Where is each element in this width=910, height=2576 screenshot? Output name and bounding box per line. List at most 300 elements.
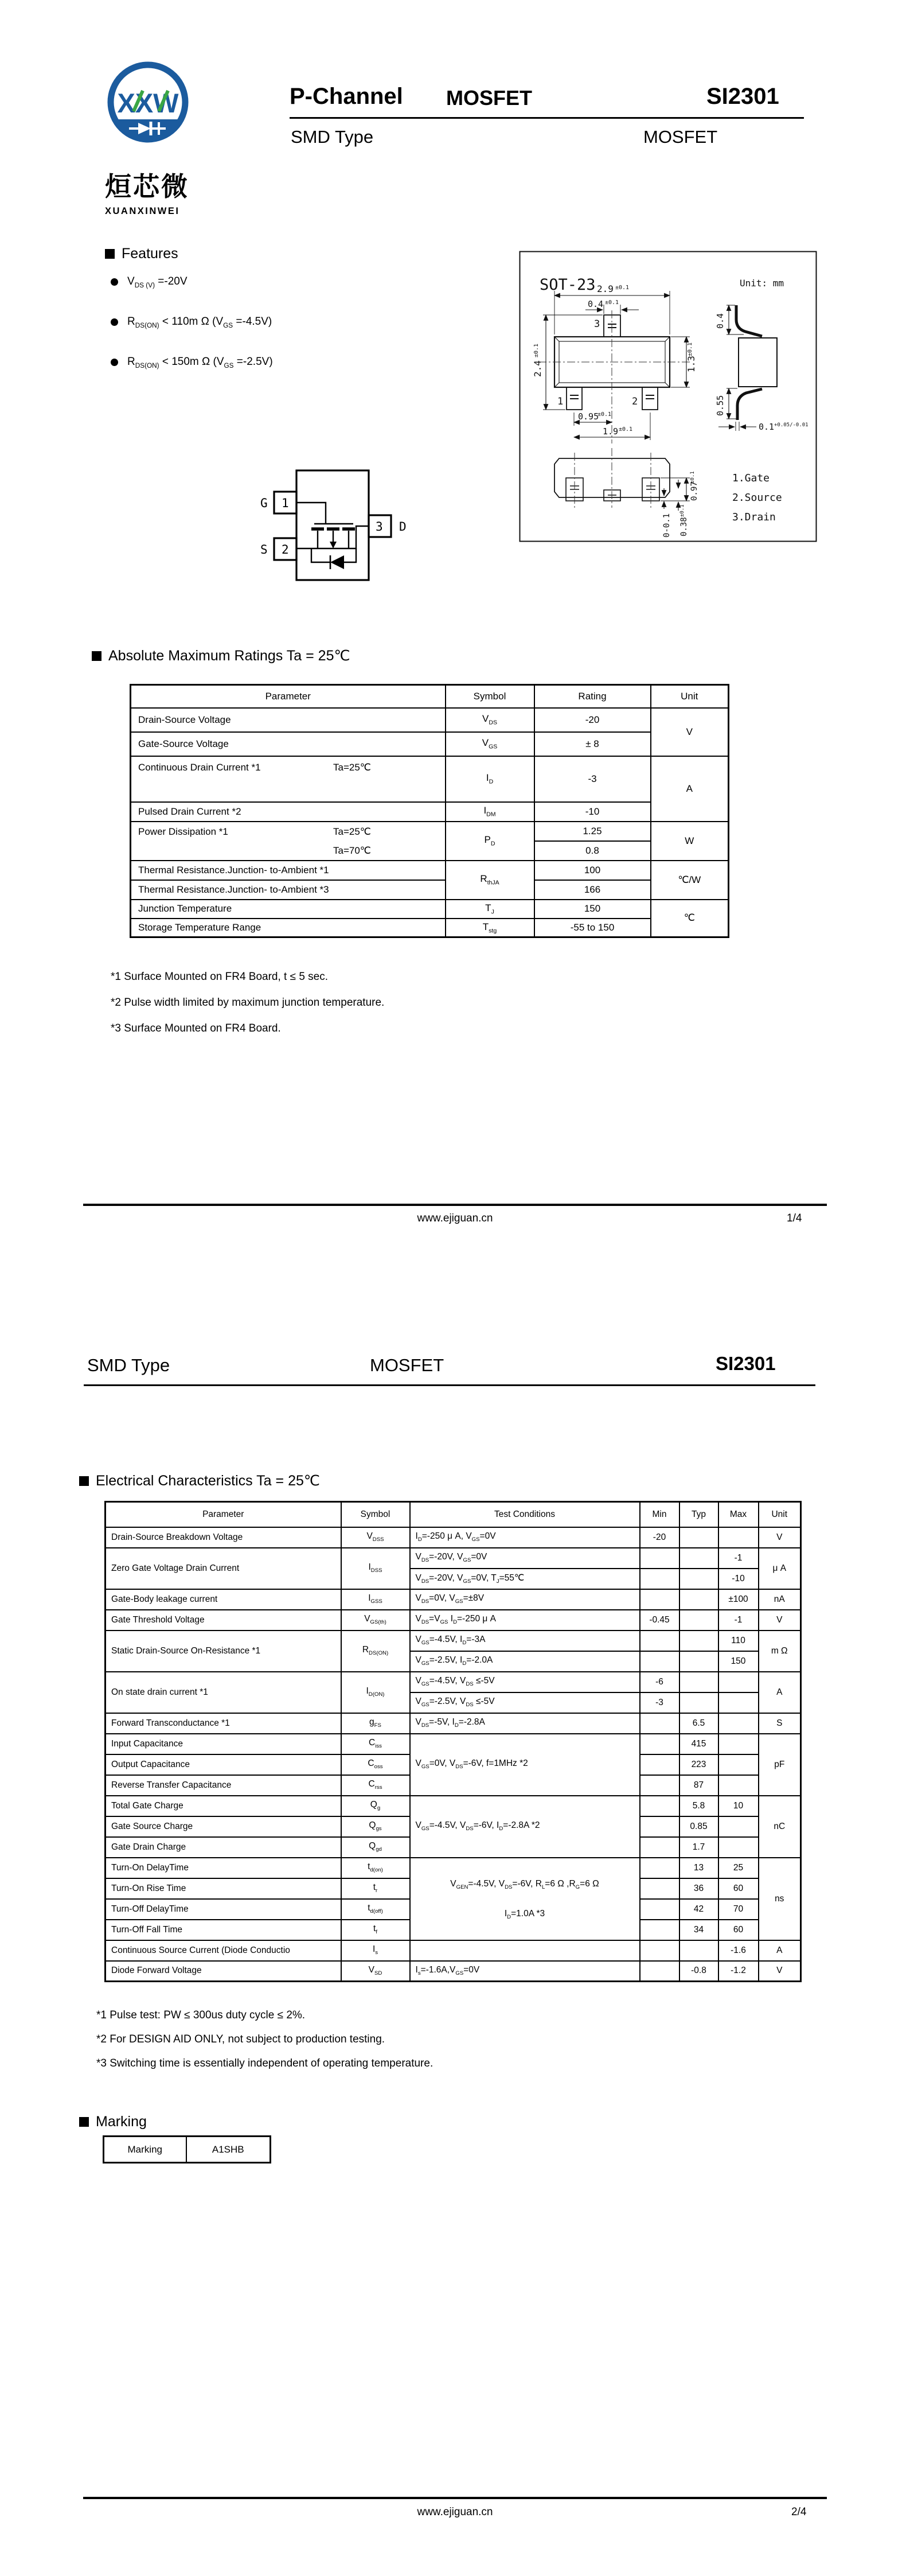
rating-cell: 166 [534,880,651,900]
cond-cell: $V_{DS}=V_{GS}$ $I_D=-250$ μ A [410,1610,640,1631]
body-diode [330,555,344,569]
section-heading-marking [79,2114,147,2130]
bullet-icon [111,318,118,326]
table-row [131,708,729,732]
table-row [106,1631,801,1651]
typ-cell [679,1940,718,1961]
symbol-cell: $V_{DS}$ [446,708,534,732]
page-number: 1/4 [787,1212,802,1224]
dimension-lines [543,291,690,440]
max-cell: 110 [718,1631,759,1651]
typ-cell: 5.8 [679,1796,718,1816]
table-row [106,1610,801,1631]
section-heading-electrical [79,1472,320,1489]
header-left: SMD Type [87,1355,170,1375]
param-cell: Thermal Resistance.Junction- to-Ambient *1 [131,861,446,880]
table-row [106,1858,801,1878]
title-family: P-Channel [290,84,403,109]
rating-cell: 0.8 [534,841,651,861]
param-cell: Zero Gate Voltage Drain Current [106,1548,341,1589]
svg-text:2.Source: 2.Source [732,492,782,504]
max-cell: ±100 [718,1589,759,1610]
max-cell: -1 [718,1610,759,1631]
typ-cell [679,1672,718,1692]
max-cell: 70 [718,1899,759,1920]
max-cell [718,1754,759,1775]
header-part-number: SI2301 [716,1353,776,1374]
typ-cell [679,1610,718,1631]
param-cell: Turn-Off DelayTime [106,1899,341,1920]
feature-item [111,356,273,369]
typ-cell [679,1569,718,1589]
param-cell: Continuous Source Current (Diode Conductio [106,1940,341,1961]
pin2-number: 2 [632,396,638,407]
pin-diagram-outline [274,470,391,580]
logo-monogram: XXW [117,88,179,118]
param-cell: Turn-On Rise Time [106,1878,341,1899]
svg-text:+0.05/-0.01: +0.05/-0.01 [774,422,809,428]
cond-cell: $V_{DS}=0V$, $V_{GS}=\pm 8V$ [410,1589,640,1610]
max-cell: 10 [718,1796,759,1816]
max-cell [718,1672,759,1692]
min-cell [640,1858,679,1878]
symbol-cell: $V_{SD}$ [341,1961,410,1982]
svg-text:±0.1: ±0.1 [533,343,540,357]
svg-text:1.Gate: 1.Gate [732,472,770,484]
mosfet-arrow [330,542,337,548]
max-cell [718,1713,759,1734]
symbol-cell: $t_{d(on)}$ [341,1858,410,1878]
symbol-cell: $V_{GS(th)}$ [341,1610,410,1631]
symbol-cell: $I_{GSS}$ [341,1589,410,1610]
typ-cell: 1.7 [679,1837,718,1858]
cond-cell: $V_{GS}=-4.5V$, $I_D=-3A$ [410,1631,640,1651]
table-row [106,1796,801,1816]
unit-cell: ℃/W [651,861,729,900]
subtitle-left: SMD Type [291,127,374,147]
param-cell: Pulsed Drain Current *2 [131,802,446,822]
header-cell: Unit [759,1502,801,1527]
electrical-heading-label: Electrical Characteristics Ta = 25℃ [96,1473,320,1489]
unit-cell: nC [759,1796,801,1858]
unit-cell: A [759,1940,801,1961]
pin1-num: 1 [282,496,289,510]
typ-cell: 42 [679,1899,718,1920]
typ-cell: 415 [679,1734,718,1754]
symbol-cell: $Q_{gs}$ [341,1816,410,1837]
rating-cell: ± 8 [534,732,651,756]
rating-cell: -10 [534,802,651,822]
footer-url: www.ejiguan.cn [417,1212,493,1224]
svg-text:±0.1: ±0.1 [690,471,696,484]
table-header-row [106,1502,801,1527]
param-cell: Reverse Transfer Capacitance [106,1775,341,1796]
param-cell: Static Drain-Source On-Resistance *1 [106,1631,341,1672]
param-cell [131,822,446,861]
symbol-cell: $Q_{gd}$ [341,1837,410,1858]
min-cell [640,1548,679,1569]
typ-cell [679,1631,718,1651]
header-cell: Test Conditions [410,1502,640,1527]
svg-text:0-0.1: 0-0.1 [662,513,671,538]
param-cell [131,756,446,802]
unit-cell: V [759,1527,801,1548]
unit-cell: S [759,1713,801,1734]
table-row [106,1713,801,1734]
footnote: *1 Pulse test: PW ≤ 300us duty cycle ≤ 2%. [96,2009,306,2021]
symbol-cell: $C_{iss}$ [341,1734,410,1754]
svg-text:0.38: 0.38 [679,517,689,536]
min-cell [640,1837,679,1858]
param-cell: Gate Threshold Voltage [106,1610,341,1631]
svg-text:0.4: 0.4 [715,313,725,329]
param-cell: Forward Transconductance *1 [106,1713,341,1734]
pin1-number: 1 [557,396,564,407]
param-cell: Drain-Source Breakdown Voltage [106,1527,341,1548]
footnote: *1 Surface Mounted on FR4 Board, t ≤ 5 sec. [111,971,329,983]
unit-cell: μ A [759,1548,801,1589]
mosfet-symbol [296,503,369,569]
brand-logo [105,57,191,217]
symbol-cell: $C_{rss}$ [341,1775,410,1796]
param-cell: Total Gate Charge [106,1796,341,1816]
unit-cell: V [651,708,729,756]
max-cell: -10 [718,1569,759,1589]
min-cell [640,1961,679,1982]
unit-cell: W [651,822,729,861]
unit-label: Unit: mm [740,278,784,289]
unit-cell: V [759,1610,801,1631]
cond-cell [410,1858,640,1940]
bottom-dimension-lines [661,478,690,511]
table-row [106,1672,801,1692]
min-cell [640,1589,679,1610]
symbol-cell: $I_D$ [446,756,534,802]
logo-english-name: XUANXINWEI [105,206,180,216]
marking-value-cell: A1SHB [186,2137,271,2163]
typ-cell [679,1527,718,1548]
part-number: SI2301 [706,84,779,109]
symbol-cell: $V_{DSS}$ [341,1527,410,1548]
svg-text:3.Drain: 3.Drain [732,511,776,523]
param-cell: Output Capacitance [106,1754,341,1775]
symbol-cell: $I_{DSS}$ [341,1548,410,1589]
unit-cell: nA [759,1589,801,1610]
max-cell [718,1837,759,1858]
table-row [131,822,729,841]
typ-cell: 223 [679,1754,718,1775]
param-text: Power Dissipation *1 [138,826,228,837]
svg-text:±0.1: ±0.1 [605,299,619,306]
param-cell: Thermal Resistance.Junction- to-Ambient *3 [131,880,446,900]
param-cell: Gate-Body leakage current [106,1589,341,1610]
cond-cell: $V_{DS}=-20V$, $V_{GS}=0V$, $T_J=55℃$ [410,1569,640,1589]
drain-label: D [399,520,407,534]
svg-text:0.97: 0.97 [690,481,699,501]
footnote: *2 For DESIGN AID ONLY, not subject to production testing. [96,2033,385,2045]
pin-diagram [252,458,416,587]
typ-cell: 13 [679,1858,718,1878]
symbol-cell: $t_r$ [341,1878,410,1899]
param-text: Continuous Drain Current *1 [138,761,261,773]
param-condition: Ta=70℃ [333,845,371,856]
header-cell: Parameter [106,1502,341,1527]
svg-text:0.4: 0.4 [588,299,604,309]
param-cell: Input Capacitance [106,1734,341,1754]
min-cell [640,1775,679,1796]
unit-cell: ℃ [651,900,729,937]
min-cell [640,1796,679,1816]
symbol-cell: $P_D$ [446,822,534,861]
header-cell: Typ [679,1502,718,1527]
header-cell: Symbol [341,1502,410,1527]
square-bullet-icon [79,1476,89,1486]
typ-cell: -0.8 [679,1961,718,1982]
table-row [131,756,729,802]
min-cell [640,1920,679,1940]
table-row [106,1548,801,1569]
svg-text:±0.1: ±0.1 [679,504,685,517]
svg-text:2.4: 2.4 [532,360,543,377]
min-cell [640,1899,679,1920]
square-bullet-icon [79,2117,89,2127]
typ-cell: 0.85 [679,1816,718,1837]
min-cell: -0.45 [640,1610,679,1631]
rating-cell: 150 [534,900,651,919]
header-cell: Min [640,1502,679,1527]
feature-text: $V_{DS (V)} =-20V$ [127,275,188,289]
svg-text:1.3: 1.3 [686,356,697,372]
header-cell: Max [718,1502,759,1527]
param-condition: Ta=25℃ [333,761,371,773]
marking-heading-label: Marking [96,2114,147,2130]
param-cell: Gate Source Charge [106,1816,341,1837]
cond-cell: $V_{DS}=-5V$, $I_D=-2.8A$ [410,1713,640,1734]
rating-cell: -20 [534,708,651,732]
table-row [106,1961,801,1982]
bullet-icon [111,359,118,366]
footnote: *2 Pulse width limited by maximum junction temperature. [111,997,385,1009]
section-heading-features [105,246,178,262]
title-underline [290,117,804,119]
pin-legend [732,472,782,523]
cond-cell: $V_{GS}=0V$, $V_{DS}=-6V$, f=1MHz *2 [410,1734,640,1796]
svg-text:2.9: 2.9 [597,283,614,294]
svg-text:±0.1: ±0.1 [615,285,630,291]
symbol-cell: $T_{stg}$ [446,919,534,937]
header-center: MOSFET [370,1355,444,1375]
max-cell: -1.6 [718,1940,759,1961]
min-cell [640,1569,679,1589]
header-underline [84,1384,815,1386]
typ-cell: 87 [679,1775,718,1796]
svg-text:1.9: 1.9 [603,426,619,437]
unit-cell: V [759,1961,801,1982]
param-cell: Turn-On DelayTime [106,1858,341,1878]
table-row [104,2137,271,2163]
marking-table [103,2135,271,2163]
title-type: MOSFET [446,86,532,110]
table-row [131,880,729,900]
section-heading-abs-max [92,647,350,664]
marking-label-cell: Marking [104,2137,186,2163]
min-cell [640,1631,679,1651]
max-cell: -1.2 [718,1961,759,1982]
table-row [106,1940,801,1961]
rating-cell: 100 [534,861,651,880]
package-drawing [519,251,817,542]
header-cell: Parameter [131,685,446,708]
symbol-cell: $I_{D(ON)}$ [341,1672,410,1713]
cond-cell: $V_{GS}=-2.5V$, $I_D=-2.0A$ [410,1651,640,1672]
typ-cell [679,1692,718,1713]
electrical-characteristics-table [104,1501,802,1982]
cond-cell: $I_D=-250$ μ A, $V_{GS}=0V$ [410,1527,640,1548]
unit-cell: A [651,756,729,822]
max-cell [718,1527,759,1548]
param-condition: Ta=25℃ [333,826,371,837]
svg-text:0.95: 0.95 [578,411,599,422]
cond-cell: $V_{DS}=-20V$, $V_{GS}=0V$ [410,1548,640,1569]
source-label: S [260,543,268,557]
table-row [106,1734,801,1754]
min-cell [640,1734,679,1754]
bullet-icon [111,278,118,286]
typ-cell: 34 [679,1920,718,1940]
unit-cell: A [759,1672,801,1713]
pin3-number: 3 [594,318,600,330]
table-row [131,802,729,822]
subtitle-right: MOSFET [643,127,718,147]
header-cell: Symbol [446,685,534,708]
unit-cell: m Ω [759,1631,801,1672]
min-cell: -20 [640,1527,679,1548]
max-cell: 150 [718,1651,759,1672]
logo-chinese-name: 烜芯微 [105,172,189,201]
min-cell [640,1940,679,1961]
dimension-labels [532,283,697,437]
cond-cell: $V_{GS}=-2.5V$, $V_{DS} \le-5V$ [410,1692,640,1713]
feature-text: $R_{DS(ON)} < 150m$ Ω $(V_{GS} =-2.5V)$ [127,356,273,369]
unit-cell: ns [759,1858,801,1940]
square-bullet-icon [92,651,101,661]
rating-cell: -3 [534,756,651,802]
table-row [131,732,729,756]
table-row [106,1589,801,1610]
min-cell [640,1651,679,1672]
param-cell: Gate Drain Charge [106,1837,341,1858]
svg-text:0.1: 0.1 [759,422,775,432]
symbol-cell: $T_J$ [446,900,534,919]
symbol-cell: $I_{DM}$ [446,802,534,822]
cond-cell [410,1940,640,1961]
cond-line: $V_{GEN}=-4.5V$, $V_{DS}=-6V$, $R_L=6$ Ω $,R_G=6$ Ω [450,1878,599,1890]
footnote: *3 Switching time is essentially independent of operating temperature. [96,2057,433,2069]
header-cell: Rating [534,685,651,708]
feature-item [111,316,272,329]
pin2-num: 2 [282,543,289,557]
param-cell: Gate-Source Voltage [131,732,446,756]
min-cell [640,1713,679,1734]
footnote: *3 Surface Mounted on FR4 Board. [111,1022,281,1034]
min-cell: -3 [640,1692,679,1713]
min-cell: -6 [640,1672,679,1692]
param-cell: Storage Temperature Range [131,919,446,937]
table-header-row [131,685,729,708]
symbol-cell: $C_{oss}$ [341,1754,410,1775]
table-row [131,919,729,937]
max-cell: -1 [718,1548,759,1569]
bottom-dimension-labels [662,471,699,538]
table-row [106,1527,801,1548]
max-cell [718,1734,759,1754]
feature-text: $R_{DS(ON)} < 110m$ Ω $(V_{GS} =-4.5V)$ [127,316,272,329]
min-cell [640,1754,679,1775]
rating-cell: 1.25 [534,822,651,841]
symbol-cell: $g_{FS}$ [341,1713,410,1734]
max-cell: 25 [718,1858,759,1878]
svg-text:±0.1: ±0.1 [597,411,612,418]
svg-text:0.55: 0.55 [715,395,725,416]
svg-text:±0.1: ±0.1 [619,426,633,433]
svg-text:±0.1: ±0.1 [687,342,693,356]
min-cell [640,1816,679,1837]
symbol-cell: $R_{thJA}$ [446,861,534,900]
symbol-cell: $Q_g$ [341,1796,410,1816]
typ-cell: 36 [679,1878,718,1899]
symbol-cell: $V_{GS}$ [446,732,534,756]
unit-cell: pF [759,1734,801,1796]
bottom-center-lines [575,448,651,508]
rating-cell: -55 to 150 [534,919,651,937]
footer-rule [83,1204,827,1206]
max-cell: 60 [718,1920,759,1940]
typ-cell [679,1651,718,1672]
typ-cell [679,1548,718,1569]
param-cell: Drain-Source Voltage [131,708,446,732]
table-row [131,861,729,880]
param-cell: On state drain current *1 [106,1672,341,1713]
abs-max-table [130,684,729,938]
package-side-view [718,305,777,431]
feature-item [111,275,188,289]
package-name: SOT-23 [540,276,596,294]
pin3-num: 3 [376,520,383,534]
cond-cell: $V_{GS}=-4.5V$, $V_{DS}=-6V$, $I_D=-2.8A$ *2 [410,1796,640,1858]
gate-label: G [260,496,268,510]
footer-rule [83,2497,827,2499]
footer-url: www.ejiguan.cn [417,2506,493,2518]
abs-max-heading-label: Absolute Maximum Ratings Ta = 25℃ [108,648,350,664]
typ-cell: 6.5 [679,1713,718,1734]
square-bullet-icon [105,249,115,259]
cond-cell: $V_{GS}=-4.5V$, $V_{DS} \le-5V$ [410,1672,640,1692]
max-cell: 60 [718,1878,759,1899]
cond-cell: $I_s=-1.6A,V_{GS}=0V$ [410,1961,640,1982]
symbol-cell: $I_s$ [341,1940,410,1961]
table-row [131,900,729,919]
page-number: 2/4 [791,2506,807,2518]
symbol-cell: $t_{d(off)}$ [341,1899,410,1920]
param-cell: Turn-Off Fall Time [106,1920,341,1940]
min-cell [640,1878,679,1899]
symbol-cell: $t_f$ [341,1920,410,1940]
typ-cell [679,1589,718,1610]
cond-line: $I_D=1.0A$ *3 [504,1908,545,1920]
max-cell [718,1692,759,1713]
logo-mark-icon [105,57,191,166]
center-lines [538,310,691,443]
